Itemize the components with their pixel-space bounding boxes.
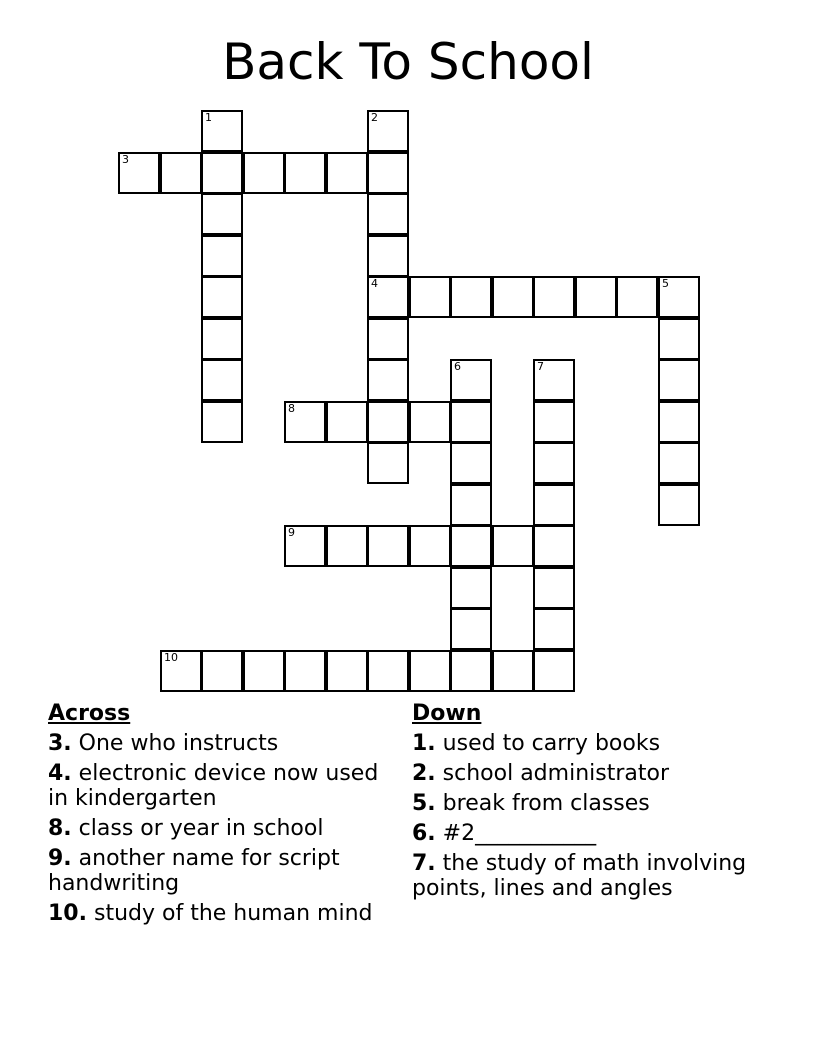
grid-cell[interactable] bbox=[118, 152, 160, 194]
grid-cell[interactable] bbox=[450, 567, 492, 609]
grid-cell[interactable] bbox=[326, 525, 368, 567]
grid-cell[interactable] bbox=[450, 650, 492, 692]
clue-text: school administrator bbox=[442, 761, 669, 786]
cell-number: 8 bbox=[288, 402, 295, 415]
clue-text: One who instructs bbox=[78, 731, 279, 756]
grid-cell[interactable] bbox=[575, 276, 617, 318]
grid-cell[interactable] bbox=[658, 442, 700, 484]
grid-cell[interactable] bbox=[409, 650, 451, 692]
across-clue bbox=[48, 731, 388, 756]
grid-cell[interactable] bbox=[201, 276, 243, 318]
grid-cell[interactable] bbox=[367, 359, 409, 401]
grid-cell[interactable] bbox=[201, 193, 243, 235]
grid-cell[interactable] bbox=[450, 608, 492, 650]
grid-cell[interactable] bbox=[533, 359, 575, 401]
across-clue bbox=[48, 901, 388, 926]
clue-text: used to carry books bbox=[442, 731, 661, 756]
grid-cell[interactable] bbox=[201, 650, 243, 692]
clue-number: 3. bbox=[48, 731, 72, 756]
grid-cell[interactable] bbox=[201, 359, 243, 401]
grid-cell[interactable] bbox=[409, 525, 451, 567]
grid-cell[interactable] bbox=[326, 152, 368, 194]
clue-number: 8. bbox=[48, 816, 72, 841]
grid-cell[interactable] bbox=[367, 318, 409, 360]
down-clue bbox=[412, 731, 772, 756]
across-clue bbox=[48, 816, 388, 841]
grid-cell[interactable] bbox=[533, 525, 575, 567]
grid-cell[interactable] bbox=[367, 110, 409, 152]
across-clues bbox=[48, 701, 388, 931]
grid-cell[interactable] bbox=[367, 442, 409, 484]
grid-cell[interactable] bbox=[492, 525, 534, 567]
grid-cell[interactable] bbox=[367, 193, 409, 235]
cell-number: 9 bbox=[288, 526, 295, 539]
grid-cell[interactable] bbox=[326, 650, 368, 692]
clue-number: 1. bbox=[412, 731, 436, 756]
down-clues bbox=[412, 701, 772, 906]
grid-cell[interactable] bbox=[284, 401, 326, 443]
clue-number: 7. bbox=[412, 851, 436, 876]
cell-number: 4 bbox=[371, 277, 378, 290]
down-clue bbox=[412, 761, 772, 786]
grid-cell[interactable] bbox=[284, 152, 326, 194]
cell-number: 10 bbox=[164, 651, 178, 664]
grid-cell[interactable] bbox=[533, 276, 575, 318]
grid-cell[interactable] bbox=[492, 650, 534, 692]
grid-cell[interactable] bbox=[450, 401, 492, 443]
grid-cell[interactable] bbox=[201, 152, 243, 194]
grid-cell[interactable] bbox=[367, 276, 409, 318]
grid-cell[interactable] bbox=[367, 401, 409, 443]
grid-cell[interactable] bbox=[533, 484, 575, 526]
grid-cell[interactable] bbox=[243, 152, 285, 194]
clue-text: electronic device now used in kindergarten bbox=[48, 761, 379, 811]
grid-cell[interactable] bbox=[409, 276, 451, 318]
grid-cell[interactable] bbox=[533, 401, 575, 443]
clue-number: 2. bbox=[412, 761, 436, 786]
grid-cell[interactable] bbox=[533, 442, 575, 484]
grid-cell[interactable] bbox=[450, 442, 492, 484]
clue-text: break from classes bbox=[442, 791, 650, 816]
down-heading: Down bbox=[412, 701, 482, 726]
clue-number: 6. bbox=[412, 821, 436, 846]
grid-cell[interactable] bbox=[367, 525, 409, 567]
grid-cell[interactable] bbox=[201, 235, 243, 277]
grid-cell[interactable] bbox=[616, 276, 658, 318]
grid-cell[interactable] bbox=[450, 525, 492, 567]
grid-cell[interactable] bbox=[450, 276, 492, 318]
grid-cell[interactable] bbox=[326, 401, 368, 443]
grid-cell[interactable] bbox=[201, 110, 243, 152]
cell-number: 1 bbox=[205, 111, 212, 124]
grid-cell[interactable] bbox=[492, 276, 534, 318]
grid-cell[interactable] bbox=[284, 650, 326, 692]
across-clue bbox=[48, 761, 388, 811]
clue-number: 4. bbox=[48, 761, 72, 786]
grid-cell[interactable] bbox=[160, 650, 202, 692]
grid-cell[interactable] bbox=[533, 608, 575, 650]
clue-text: #2___________ bbox=[442, 821, 597, 846]
cell-number: 5 bbox=[662, 277, 669, 290]
grid-cell[interactable] bbox=[658, 276, 700, 318]
grid-cell[interactable] bbox=[367, 152, 409, 194]
clue-number: 9. bbox=[48, 846, 72, 871]
clue-number: 5. bbox=[412, 791, 436, 816]
clue-text: study of the human mind bbox=[93, 901, 373, 926]
across-heading: Across bbox=[48, 701, 131, 726]
across-clue bbox=[48, 846, 388, 896]
grid-cell[interactable] bbox=[533, 650, 575, 692]
cell-number: 6 bbox=[454, 360, 461, 373]
down-clue bbox=[412, 791, 772, 816]
grid-cell[interactable] bbox=[658, 318, 700, 360]
grid-cell[interactable] bbox=[450, 359, 492, 401]
down-clue bbox=[412, 851, 772, 901]
grid-cell[interactable] bbox=[243, 650, 285, 692]
grid-cell[interactable] bbox=[658, 401, 700, 443]
grid-cell[interactable] bbox=[201, 318, 243, 360]
clue-text: the study of math involving points, lines and angles bbox=[412, 851, 747, 901]
grid-cell[interactable] bbox=[284, 525, 326, 567]
cell-number: 3 bbox=[122, 153, 129, 166]
grid-cell[interactable] bbox=[160, 152, 202, 194]
clue-number: 10. bbox=[48, 901, 87, 926]
clue-text: class or year in school bbox=[78, 816, 324, 841]
grid-cell[interactable] bbox=[533, 567, 575, 609]
grid-cell[interactable] bbox=[658, 359, 700, 401]
puzzle-title: Back To School bbox=[222, 33, 594, 91]
grid-cell[interactable] bbox=[409, 401, 451, 443]
grid-cell[interactable] bbox=[367, 650, 409, 692]
cell-number: 2 bbox=[371, 111, 378, 124]
clue-text: another name for script handwriting bbox=[48, 846, 340, 896]
grid-cell[interactable] bbox=[367, 235, 409, 277]
grid-cell[interactable] bbox=[450, 484, 492, 526]
grid-cell[interactable] bbox=[201, 401, 243, 443]
cell-number: 7 bbox=[537, 360, 544, 373]
grid-cell[interactable] bbox=[658, 484, 700, 526]
down-clue bbox=[412, 821, 772, 846]
